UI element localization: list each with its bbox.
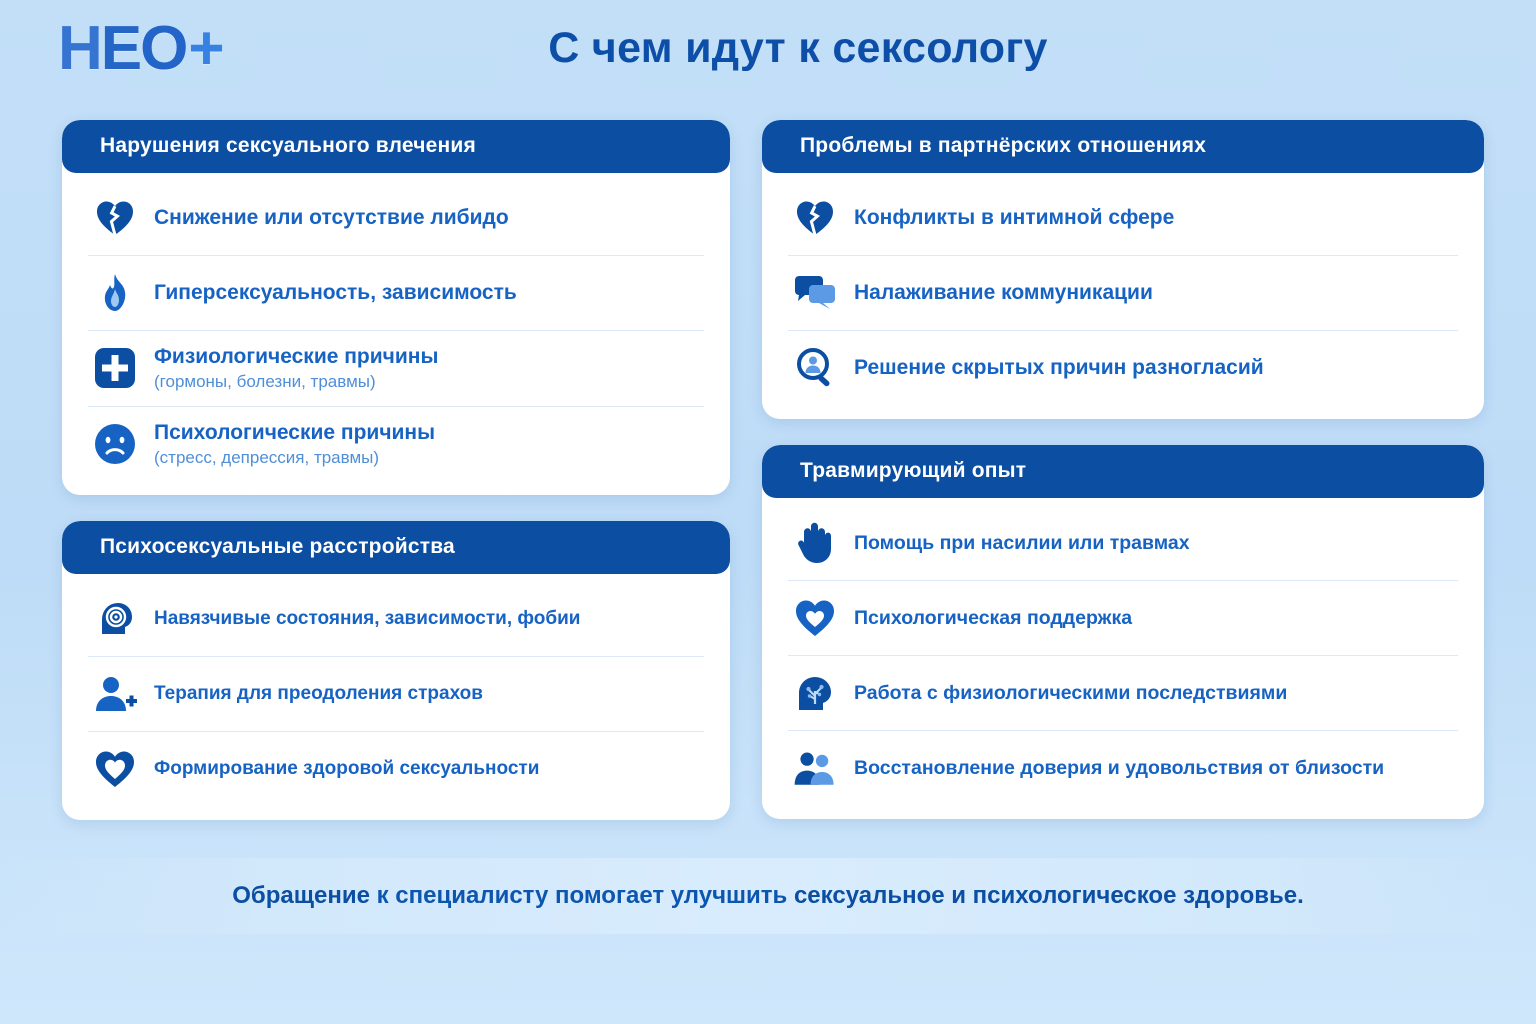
logo-plus-icon: + xyxy=(188,14,223,83)
page-footer xyxy=(0,858,1536,934)
logo-letter-3: О xyxy=(140,14,187,83)
card-psychosexual-disorders xyxy=(62,521,730,820)
medical-cross-icon xyxy=(92,345,138,391)
card-partner-problems xyxy=(762,120,1484,419)
list-item[interactable] xyxy=(88,407,704,482)
list-item[interactable] xyxy=(788,656,1458,731)
list-item-title: Физиологические причины xyxy=(154,345,439,368)
logo-letter-2: Е xyxy=(100,14,141,83)
list-item[interactable] xyxy=(788,256,1458,331)
list-item-label xyxy=(154,421,435,468)
footer-text-mid: к специалисту помогает улучшить xyxy=(369,882,794,909)
list-item-label xyxy=(154,345,438,392)
list-item[interactable] xyxy=(788,506,1458,581)
list-item-label: Восстановление доверия и удовольствия от близости xyxy=(854,756,1385,779)
card-body xyxy=(62,173,730,495)
broken-heart-icon xyxy=(92,195,138,241)
list-item[interactable] xyxy=(88,331,704,407)
card-traumatic-experience xyxy=(762,445,1484,819)
list-item-label: Налаживание коммуникации xyxy=(854,280,1153,304)
card-heading: Проблемы в партнёрских отношениях xyxy=(762,120,1484,173)
list-item[interactable] xyxy=(88,181,704,256)
footer-text-strong: сексуальное и психологическое здоровье. xyxy=(793,882,1304,909)
heart-shield-icon xyxy=(92,746,138,792)
stop-hand-icon xyxy=(792,520,838,566)
flame-icon xyxy=(92,270,138,316)
chat-bubbles-icon xyxy=(792,270,838,316)
footer-text-lead: Обращение xyxy=(232,882,370,909)
heart-hand-icon xyxy=(792,595,838,641)
list-item-label: Терапия для преодоления страхов xyxy=(154,683,483,705)
page-header xyxy=(0,0,1536,112)
list-item[interactable] xyxy=(88,582,704,657)
card-body xyxy=(762,173,1484,419)
magnifier-person-icon xyxy=(792,345,838,391)
list-item[interactable] xyxy=(88,732,704,806)
card-libido-disorders xyxy=(62,120,730,495)
list-item[interactable] xyxy=(788,581,1458,656)
card-heading: Травмирующий опыт xyxy=(762,445,1484,498)
card-body xyxy=(762,498,1484,819)
list-item-subtitle: (гормоны, болезни, травмы) xyxy=(154,372,376,392)
list-item[interactable] xyxy=(88,256,704,331)
right-column xyxy=(762,120,1484,845)
list-item-subtitle: (стресс, депрессия, травмы) xyxy=(154,447,380,467)
list-item-label: Снижение или отсутствие либидо xyxy=(154,205,509,229)
list-item-label: Гиперсексуальность, зависимость xyxy=(154,280,517,304)
page-title: С чем идут к сексологу xyxy=(548,24,1048,72)
left-column xyxy=(62,120,730,846)
brain-tree-icon xyxy=(792,670,838,716)
card-heading: Нарушения сексуального влечения xyxy=(62,120,730,173)
list-item-label: Работа с физиологическими последствиями xyxy=(854,681,1288,704)
broken-heart-icon xyxy=(792,195,838,241)
list-item-label: Формирование здоровой сексуальности xyxy=(154,758,540,780)
list-item-title: Психологические причины xyxy=(154,420,436,444)
card-body xyxy=(62,574,730,820)
logo-letter-1: Н xyxy=(58,14,101,83)
list-item[interactable] xyxy=(788,181,1458,256)
list-item-label: Конфликты в интимной сфере xyxy=(854,205,1175,229)
couple-hug-icon xyxy=(792,745,838,791)
list-item-label: Навязчивые состояния, зависимости, фобии xyxy=(154,608,581,630)
sad-face-icon xyxy=(92,421,138,467)
head-spiral-icon xyxy=(92,596,138,642)
person-plus-icon xyxy=(92,671,138,717)
list-item[interactable] xyxy=(788,731,1458,805)
list-item[interactable] xyxy=(88,657,704,732)
list-item-label: Помощь при насилии или травмах xyxy=(854,531,1190,554)
card-heading: Психосексуальные расстройства xyxy=(62,521,730,574)
list-item-label: Решение скрытых причин разногласий xyxy=(854,355,1264,379)
list-item-label: Психологическая поддержка xyxy=(854,606,1133,629)
footer-text xyxy=(232,882,1304,910)
list-item[interactable] xyxy=(788,331,1458,405)
